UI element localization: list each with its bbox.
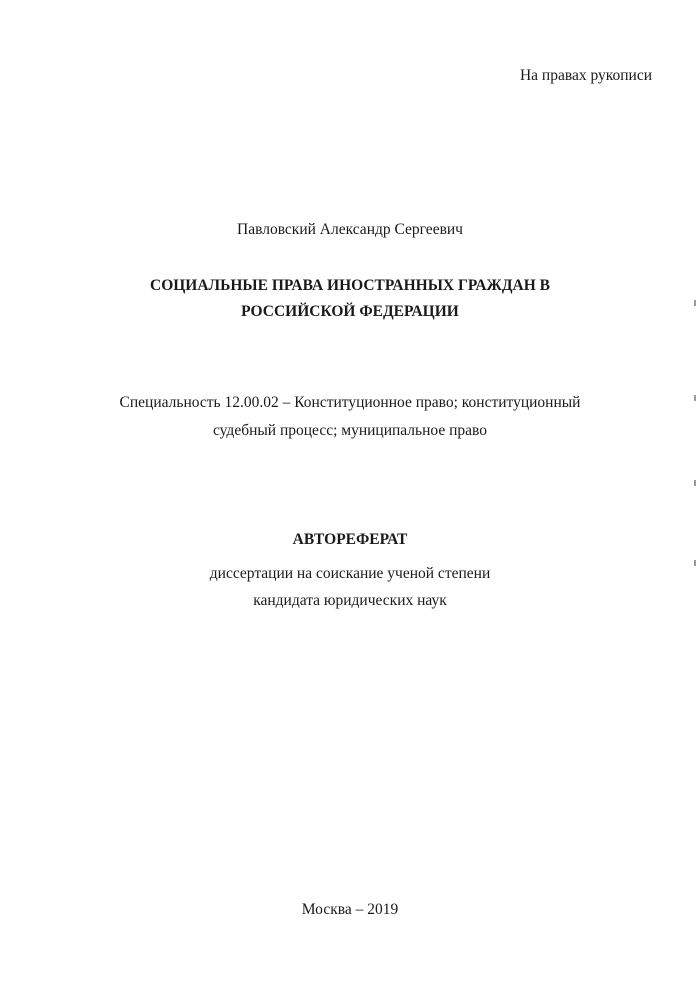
- title-line-2: РОССИЙСКОЙ ФЕДЕРАЦИИ: [241, 303, 459, 320]
- scan-edge-mark: [694, 560, 696, 566]
- degree-description: [0, 560, 700, 614]
- specialty-line-2: судебный процесс; муниципальное право: [212, 422, 487, 439]
- manuscript-rights-note: На правах рукописи: [519, 67, 652, 84]
- degree-line-2: кандидата юридических наук: [253, 592, 447, 609]
- specialty-block: [60, 389, 640, 445]
- scan-edge-mark: [694, 300, 696, 306]
- scan-edge-mark: [694, 480, 696, 486]
- degree-line-1: диссертации на соискание ученой степени: [209, 565, 491, 582]
- place-and-year: Москва – 2019: [301, 901, 399, 918]
- scan-edge-mark: [694, 395, 696, 401]
- author-name: Павловский Александр Сергеевич: [237, 221, 463, 238]
- document-type-heading: АВТОРЕФЕРАТ: [292, 531, 408, 548]
- dissertation-title: [100, 273, 600, 325]
- specialty-line-1: Специальность 12.00.02 – Конституционное право; конституционный: [119, 394, 581, 411]
- title-line-1: СОЦИАЛЬНЫЕ ПРАВА ИНОСТРАННЫХ ГРАЖДАН В: [150, 277, 550, 294]
